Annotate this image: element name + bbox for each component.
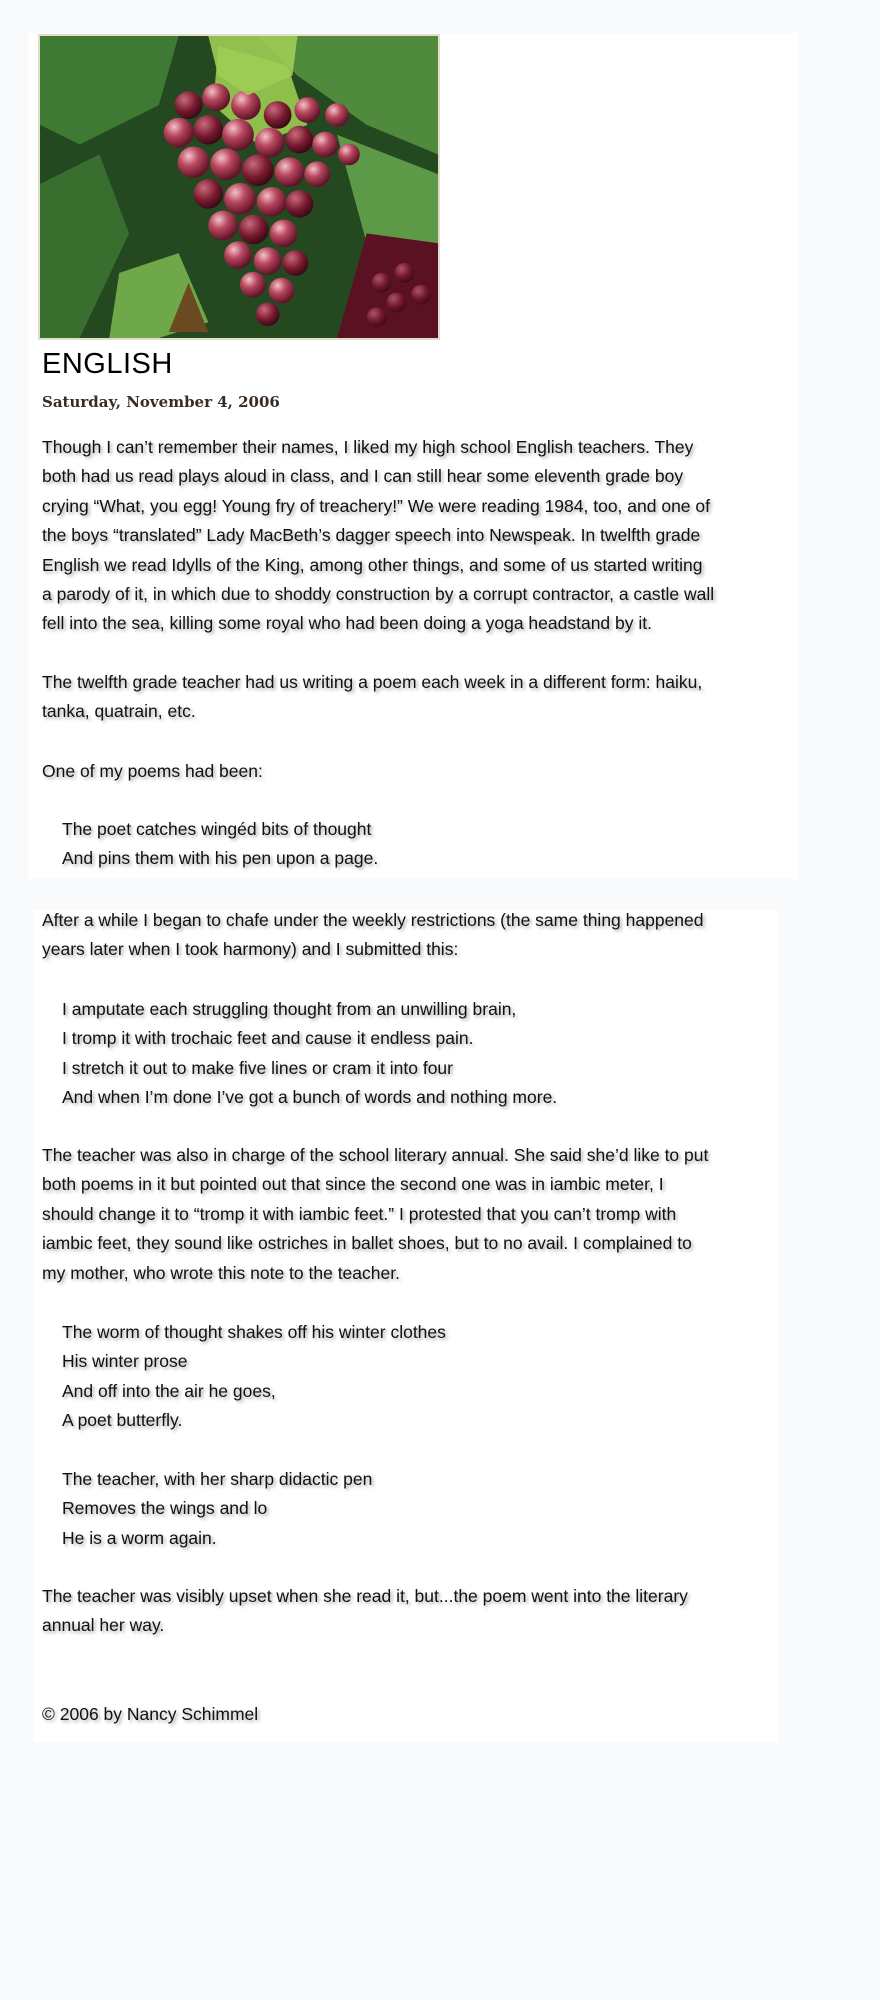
poem-3-stanza-2	[62, 1465, 782, 1553]
text-line: iambic feet, they sound like ostriches in ballet shoes, but to no avail. I complained to	[42, 1233, 692, 1254]
poem-line: And pins them with his pen upon a page.	[62, 848, 379, 869]
text-line: After a while I began to chafe under the weekly restrictions (the same thing happened	[42, 910, 704, 930]
poem-line: He is a worm again.	[62, 1527, 217, 1548]
text-line: crying “What, you egg! Young fry of treachery!” We were reading 1984, too, and one of	[42, 495, 710, 516]
poem-line: I tromp it with trochaic feet and cause it endless pain.	[62, 1028, 474, 1049]
poem-line: His winter prose	[62, 1351, 188, 1372]
paragraph-6	[42, 1582, 762, 1641]
text-line: my mother, who wrote this note to the teacher.	[42, 1262, 400, 1283]
poem-line: Removes the wings and lo	[62, 1498, 268, 1519]
text-line: The twelfth grade teacher had us writing a poem each week in a different form: haiku,	[42, 672, 703, 692]
poem-1	[62, 815, 782, 874]
poem-line: I stretch it out to make five lines or cram it into four	[62, 1057, 453, 1078]
text-line: The teacher was also in charge of the school literary annual. She said she’d like to put	[42, 1145, 709, 1165]
text-line: years later when I took harmony) and I submitted this:	[42, 939, 459, 960]
text-line: English we read Idylls of the King, among other things, and some of us started writing	[42, 554, 703, 575]
poem-line: The poet catches wingéd bits of thought	[62, 819, 372, 839]
paragraph-5	[42, 1141, 762, 1288]
poem-3-stanza-1	[62, 1318, 782, 1436]
paragraph-1	[42, 433, 762, 639]
text-line: should change it to “tromp it with iambic feet.” I protested that you can’t tromp with	[42, 1203, 677, 1224]
poem-line: A poet butterfly.	[62, 1410, 183, 1431]
poem-line: I amputate each struggling thought from an unwilling brain,	[62, 999, 517, 1019]
poem-line: And off into the air he goes,	[62, 1380, 276, 1401]
text-line: tanka, quatrain, etc.	[42, 701, 196, 722]
copyright-notice	[42, 1700, 762, 1729]
text-line: fell into the sea, killing some royal who had been doing a yoga headstand by it.	[42, 613, 652, 634]
paragraph-2	[42, 668, 762, 727]
poem-line: And when I’m done I’ve got a bunch of words and nothing more.	[62, 1087, 558, 1108]
text-line: One of my poems had been:	[42, 761, 263, 781]
text-line: Though I can’t remember their names, I liked my high school English teachers. They	[42, 437, 694, 457]
text-line: both had us read plays aloud in class, and I can still hear some eleventh grade boy	[42, 466, 684, 487]
text-line: a parody of it, in which due to shoddy construction by a corrupt contractor, a castle wall	[42, 584, 715, 605]
text-line: annual her way.	[42, 1615, 165, 1636]
paragraph-3	[42, 757, 762, 786]
text-line: The teacher was visibly upset when she read it, but...the poem went into the literary	[42, 1586, 688, 1606]
paragraph-4	[42, 906, 762, 965]
copyright-text: © 2006 by Nancy Schimmel	[42, 1704, 259, 1724]
header-grapes-image	[38, 34, 440, 340]
poem-line: The teacher, with her sharp didactic pen	[62, 1469, 373, 1489]
poem-2	[62, 995, 782, 1113]
blog-title: ENGLISH	[42, 348, 173, 380]
text-line: the boys “translated” Lady MacBeth’s dagger speech into Newspeak. In twelfth grade	[42, 525, 701, 546]
text-line: both poems in it but pointed out that since the second one was in iambic meter, I	[42, 1174, 664, 1195]
post-date: Saturday, November 4, 2006	[42, 393, 280, 411]
poem-line: The worm of thought shakes off his winter clothes	[62, 1322, 446, 1342]
